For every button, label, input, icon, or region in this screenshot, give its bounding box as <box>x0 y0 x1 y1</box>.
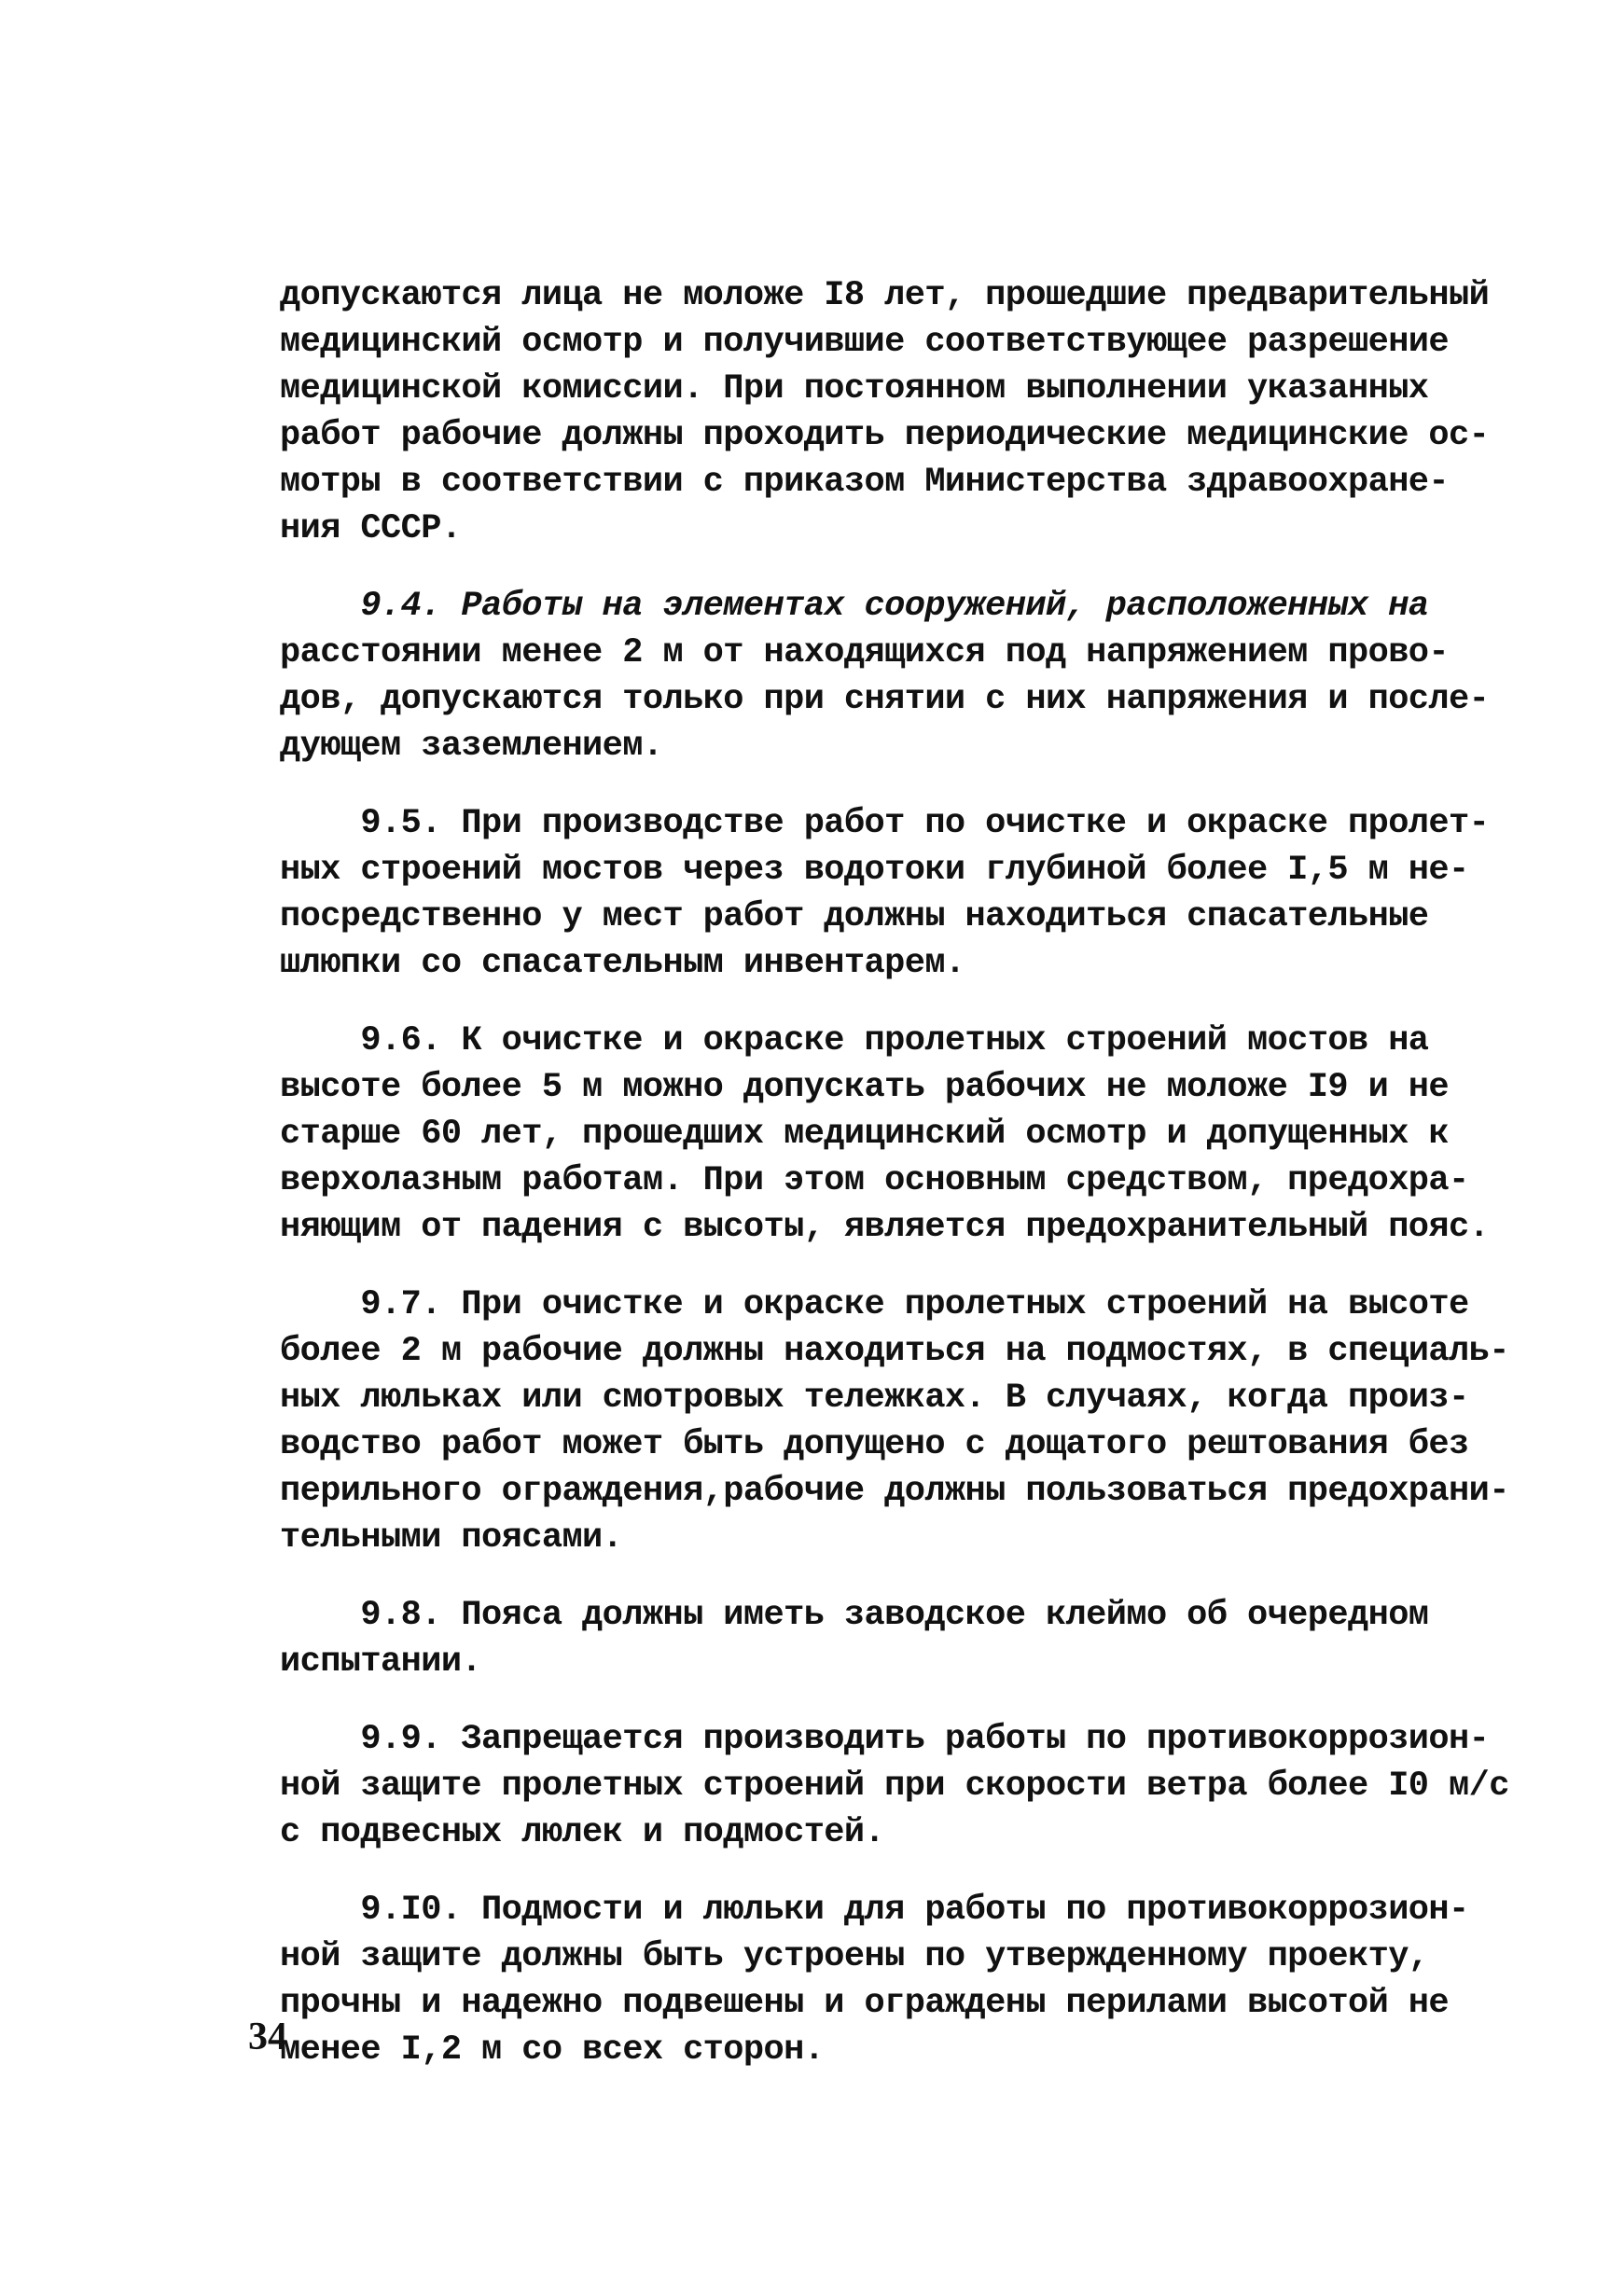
paragraph-9-4 <box>280 583 1490 769</box>
paragraph-9-10 <box>280 1887 1469 2073</box>
text-line: ных строений мостов через водотоки глубиной более I,5 м не- <box>280 851 1469 890</box>
text-line: испытании. <box>280 1642 482 1682</box>
text-line: 9.4. Работы на элементах сооружений, расположенных на <box>280 587 1429 626</box>
paragraph-9-8 <box>280 1592 1429 1685</box>
text-line: прочны и надежно подвешены и ограждены перилами высотой не <box>280 1984 1450 2023</box>
text-line: 9.9. Запрещается производить работы по противокоррозион- <box>280 1720 1490 1759</box>
text-line: 9.8. Пояса должны иметь заводское клеймо об очередном <box>280 1596 1429 1635</box>
text-line: 9.I0. Подмости и люльки для работы по противокоррозион- <box>280 1891 1469 1930</box>
text-line: дов, допускаются только при снятии с них напряжения и после- <box>280 680 1490 719</box>
text-line: медицинский осмотр и получившие соответствующее разрешение <box>280 323 1450 362</box>
body-text <box>280 272 1509 2073</box>
text-line: более 2 м рабочие должны находиться на подмостях, в специаль- <box>280 1332 1509 1371</box>
paragraph-9-6 <box>280 1018 1490 1251</box>
paragraph-9-5 <box>280 800 1490 987</box>
text-line: 9.5. При производстве работ по очистке и окраске пролет- <box>280 804 1490 843</box>
text-line: 9.6. К очистке и окраске пролетных строений мостов на <box>280 1021 1429 1060</box>
paragraph-continuation <box>280 272 1490 552</box>
text-line: допускаются лица не моложе I8 лет, прошедшие предварительный <box>280 276 1490 315</box>
text-line: дующем заземлением. <box>280 727 663 766</box>
paragraph-9-7 <box>280 1282 1509 1561</box>
text-line: расстоянии менее 2 м от находящихся под напряжением прово- <box>280 633 1450 672</box>
text-line: ной защите должны быть устроены по утвержденному проекту, <box>280 1937 1429 1976</box>
text-line: ной защите пролетных строений при скорости ветра более I0 м/с <box>280 1766 1509 1806</box>
text-line: перильного ограждения,рабочие должны пользоваться предохрани- <box>280 1472 1509 1511</box>
page-number: 34 <box>248 2016 287 2058</box>
text-line: шлюпки со спасательным инвентарем. <box>280 944 965 983</box>
text-line: ных люльках или смотровых тележках. В случаях, когда произ- <box>280 1379 1469 1418</box>
text-line: няющим от падения с высоты, является предохранительный пояс. <box>280 1208 1490 1247</box>
text-line: ния СССР. <box>280 509 462 548</box>
text-line: мотры в соответствии с приказом Министерства здравоохране- <box>280 463 1450 502</box>
text-line: верхолазным работам. При этом основным средством, предохра- <box>280 1161 1469 1200</box>
text-line: высоте более 5 м можно допускать рабочих не моложе I9 и не <box>280 1068 1450 1107</box>
text-line: старше 60 лет, прошедших медицинский осмотр и допущенных к <box>280 1115 1450 1154</box>
paragraph-9-9 <box>280 1716 1509 1856</box>
text-line: посредственно у мест работ должны находиться спасательные <box>280 897 1429 936</box>
text-line: 9.7. При очистке и окраске пролетных строений на высоте <box>280 1285 1469 1324</box>
text-line: тельными поясами. <box>280 1518 623 1558</box>
text-line: водство работ может быть допущено с дощатого рештования без <box>280 1425 1469 1464</box>
text-line: менее I,2 м со всех сторон. <box>280 2030 825 2070</box>
text-line: с подвесных люлек и подмостей. <box>280 1813 885 1852</box>
text-line: работ рабочие должны проходить периодические медицинские ос- <box>280 416 1490 455</box>
text-line: медицинской комиссии. При постоянном выполнении указанных <box>280 369 1429 409</box>
